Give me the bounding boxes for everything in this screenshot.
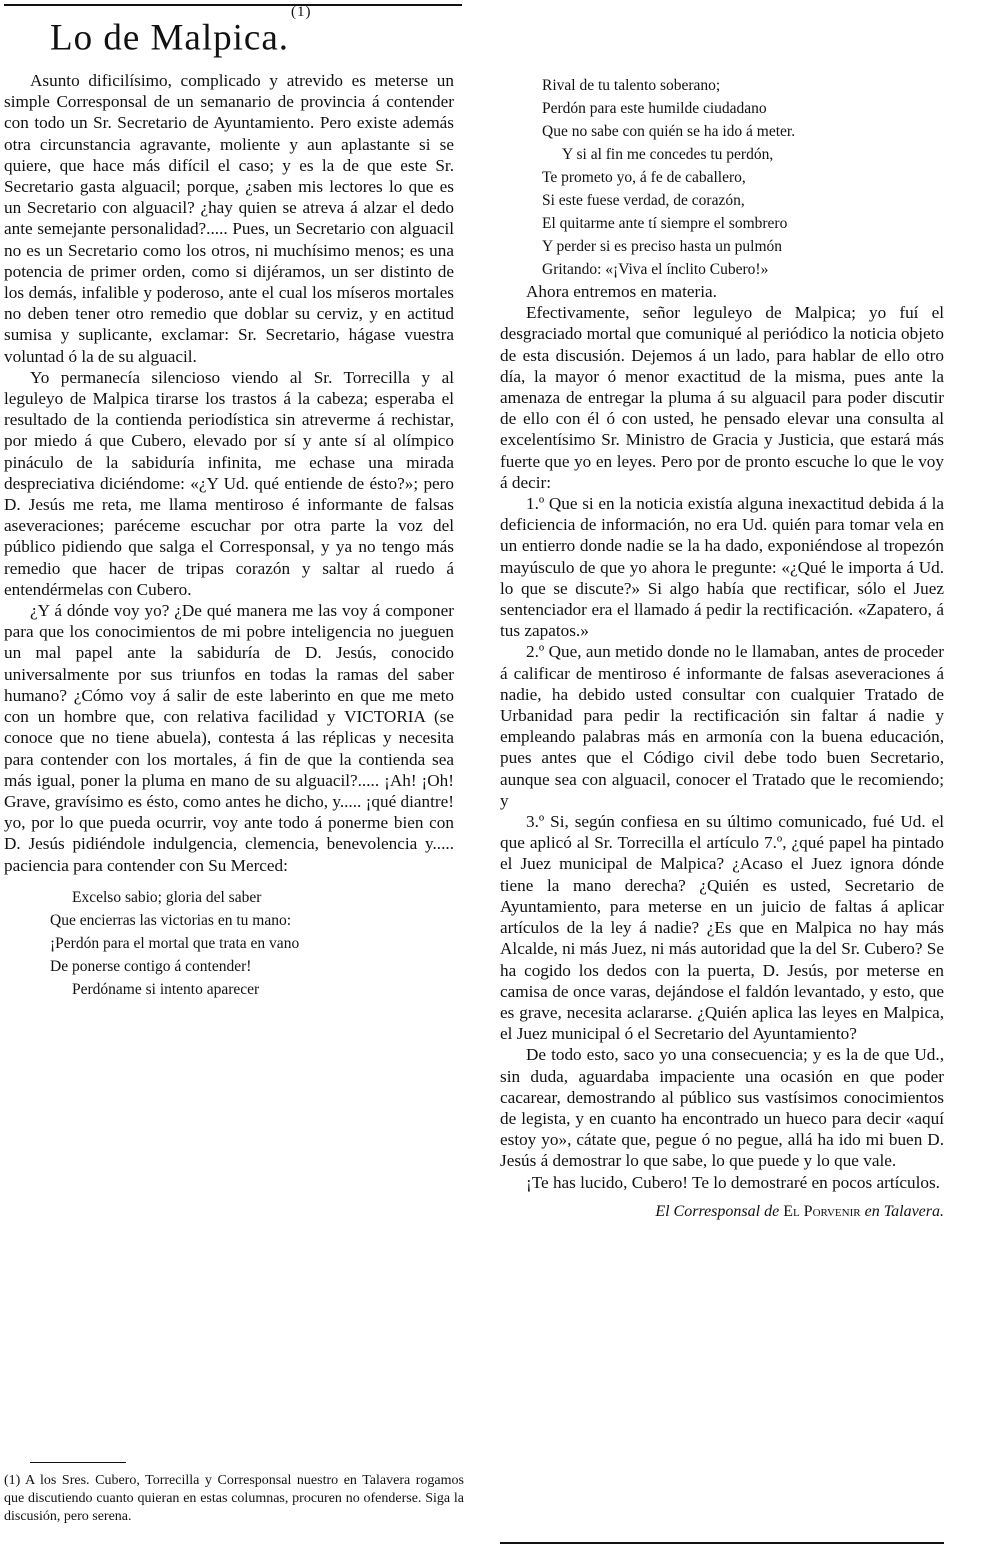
poem-line: Perdón para este humilde ciudadano (542, 100, 767, 117)
paragraph: 1.º Que si en la noticia existía alguna inexactitud debida á la deficiencia de información, no era Ud. quién para tomar vela en un entierro donde nadie se la ha dado, exponiéndose al tropezón mayúsculo de que yo ahora le pregunte: «¿Qué le importa á Ud. lo que se discute?» Si algo había que rectificar, sólo el Juez sentenciador era el llamado á pedir la rectificación. «Zapatero, á tus zapatos.» (500, 494, 944, 641)
paragraph: Ahora entremos en materia. (526, 282, 717, 301)
left-column (4, 70, 454, 1001)
bottom-rule (500, 1542, 944, 1544)
paragraph: Asunto dificilísimo, complicado y atrevido es meterse un simple Corresponsal de un semanario de provincia á contender con todo un Sr. Secretario de Ayuntamiento. Pero existe además otra circunstancia agravante, moliente y aun aplastante si se quiere, que hace más difícil el caso; y es la de que este Sr. Secretario gasta alguacil; porque, ¿saben mis lectores lo que es un Secretario con alguacil? ¿hay quien se atreva á alzar el dedo ante semejante personalidad?..... Pues, un Secretario con alguacil no es un Secretario como los otros, ni muchísimo menos; es una potencia de primer orden, como si dijéramos, un ser distinto de los demás, infalible y poderoso, ante el cual los míseros mortales no deben tener otro remedio que doblar su cerviz, y en actitud sumisa y suplicante, exclamar: Sr. Secretario, hágase vuestra voluntad ó la de su alguacil. (4, 71, 454, 366)
footnote: (1) A los Sres. Cubero, Torrecilla y Corresponsal nuestro en Talavera rogamos que discutiendo cuanto quieran en estas columnas, procuren no ofenderse. Siga la discusión, pero serena. (4, 1473, 464, 1524)
poem-left (4, 886, 454, 1001)
poem-line: Rival de tu talento soberano; (542, 77, 721, 94)
paragraph: 3.º Si, según confiesa en su último comunicado, fué Ud. el que aplicó al Sr. Torrecilla el artículo 7.º, ¿qué papel ha pintado el Juez municipal de Malpica? ¿Acaso el Juez ignora dónde tiene la mano derecha? ¿Quién es usted, Secretario de Ayuntamiento, para meterse en un juicio de faltas á aplicar artículos de la ley á nadie? ¿Es que en Malpica no hay más Alcalde, ni más Juez, ni más autoridad que la del Sr. Cubero? Se ha cogido los dedos con la puerta, D. Jesús, por meterse en camisa de once varas, dejándose el faldón levantado, y esto, que es grave, necesita aclararse. ¿Quién aplica las leyes en Malpica, el Juez municipal ó el Secretario del Ayuntamiento? (500, 812, 944, 1044)
signature-prefix: El Corresponsal de (655, 1202, 780, 1220)
poem-line: Que encierras las victorias en tu mano: (50, 911, 292, 929)
article-title-text: Lo de Malpica. (50, 17, 289, 59)
article-title (50, 6, 312, 64)
poem-line: El quitarme ante tí siempre el sombrero (542, 215, 788, 232)
poem-line: Y si al fin me concedes tu perdón, (562, 146, 774, 163)
paragraph: ¿Y á dónde voy yo? ¿De qué manera me las voy á componer para que los conocimientos de mi pobre inteligencia no jueguen un mal papel ante la sabiduría de D. Jesús, conocido universalmente por sus triunfos en todas la ramas del saber humano? ¿Cómo voy á salir de este laberinto en que me meto con un hombre que, con relativa facilidad y VICTORIA (se conoce que no tiene abuela), contesta á las réplicas y necesita para contender con los mortales, á fin de que la contienda sea más igual, poner la pluma en mano de su alguacil?..... ¡Ah! ¡Oh! Grave, gravísimo es ésto, como antes he dicho, y..... ¡qué diantre! yo, por lo que pueda ocurrir, voy ante todo á ponerme bien con D. Jesús pidiéndole indulgencia, clemencia, benevolencia y..... paciencia para contender con Su Merced: (4, 601, 454, 875)
poem-line: Perdóname si intento aparecer (72, 980, 260, 998)
poem-line: De ponerse contigo á contender! (50, 957, 252, 975)
poem-line: Y perder si es preciso hasta un pulmón (542, 238, 783, 255)
poem-line: Si este fuese verdad, de corazón, (542, 192, 745, 209)
title-footnote-marker: (1) (291, 4, 312, 20)
signature (500, 1201, 944, 1222)
paragraph: Efectivamente, señor leguleyo de Malpica; yo fuí el desgraciado mortal que comuniqué al periódico la noticia objeto de esta discusión. Dejemos á un lado, para hablar de ello otro día, la mayor ó menor exactitud de la misma, pues ante la amenaza de entregar la pluma á su alguacil para poder discutir de ello con él ó con usted, he pensado elevar una consulta al excelentísimo Sr. Ministro de Gracia y Justicia, que estará más fuerte que yo en leyes. Pero por de pronto escuche lo que le voy á decir: (500, 303, 944, 492)
poem-line: Gritando: «¡Viva el ínclito Cubero!» (542, 261, 769, 278)
poem-line: Te prometo yo, á fe de caballero, (542, 169, 746, 186)
paragraph: 2.º Que, aun metido donde no le llamaban, antes de proceder á calificar de mentiroso é informante de falsas aseveraciones á nadie, ha debido usted consultar con cualquier Tratado de Urbanidad para pedir la rectificación sin faltar á nadie y empleando palabras más en armonía con la buena educación, pues antes que el Código civil debe todo buen Secretario, aunque sea con alguacil, conocer el Tratado que le recomiendo; y (500, 642, 944, 810)
poem-line: Excelso sabio; gloria del saber (72, 888, 262, 906)
paragraph: Yo permanecía silencioso viendo al Sr. Torrecilla y al leguleyo de Malpica tirarse los trastos á la cabeza; esperaba el resultado de la contienda periodística sin atreverme á rechistar, por miedo á que Cubero, elevado por sí y ante sí al olímpico pináculo de la sabiduría infinita, me echase una mirada despreciativa diciéndome: «¿Y Ud. qué entiende de ésto?»; pero D. Jesús me reta, me llama mentiroso é informante de falsas aseveraciones; paréceme escuchar por otra parte la voz del público pidiendo que salga el Corresponsal, y ya no tengo más remedio que hacer de tripas corazón y saltar al ruedo á entendérmelas con Cubero. (4, 367, 454, 599)
right-column (500, 74, 944, 1222)
paragraph: De todo esto, saco yo una consecuencia; y es la de que Ud., sin duda, aguardaba impaciente una ocasión en que poder cacarear, demostrando al público sus vastísimos conocimientos de legista, y en cuanto ha encontrado un hueco para decir «aquí estoy yo», cátate que, pegue ó no pegue, allá ha ido mi buen D. Jesús á demostrar lo que sabe, lo que puede y lo que vale. (500, 1045, 944, 1171)
poem-right (500, 74, 944, 281)
paragraph: ¡Te has lucido, Cubero! Te lo demostraré en pocos artículos. (526, 1172, 940, 1192)
poem-line: ¡Perdón para el mortal que trata en vano (50, 934, 300, 952)
footnote-rule (30, 1462, 126, 1463)
signature-suffix: en Talavera. (864, 1202, 944, 1220)
signature-newspaper: El Porvenir (783, 1202, 861, 1220)
poem-line: Que no sabe con quién se ha ido á meter. (542, 123, 796, 140)
